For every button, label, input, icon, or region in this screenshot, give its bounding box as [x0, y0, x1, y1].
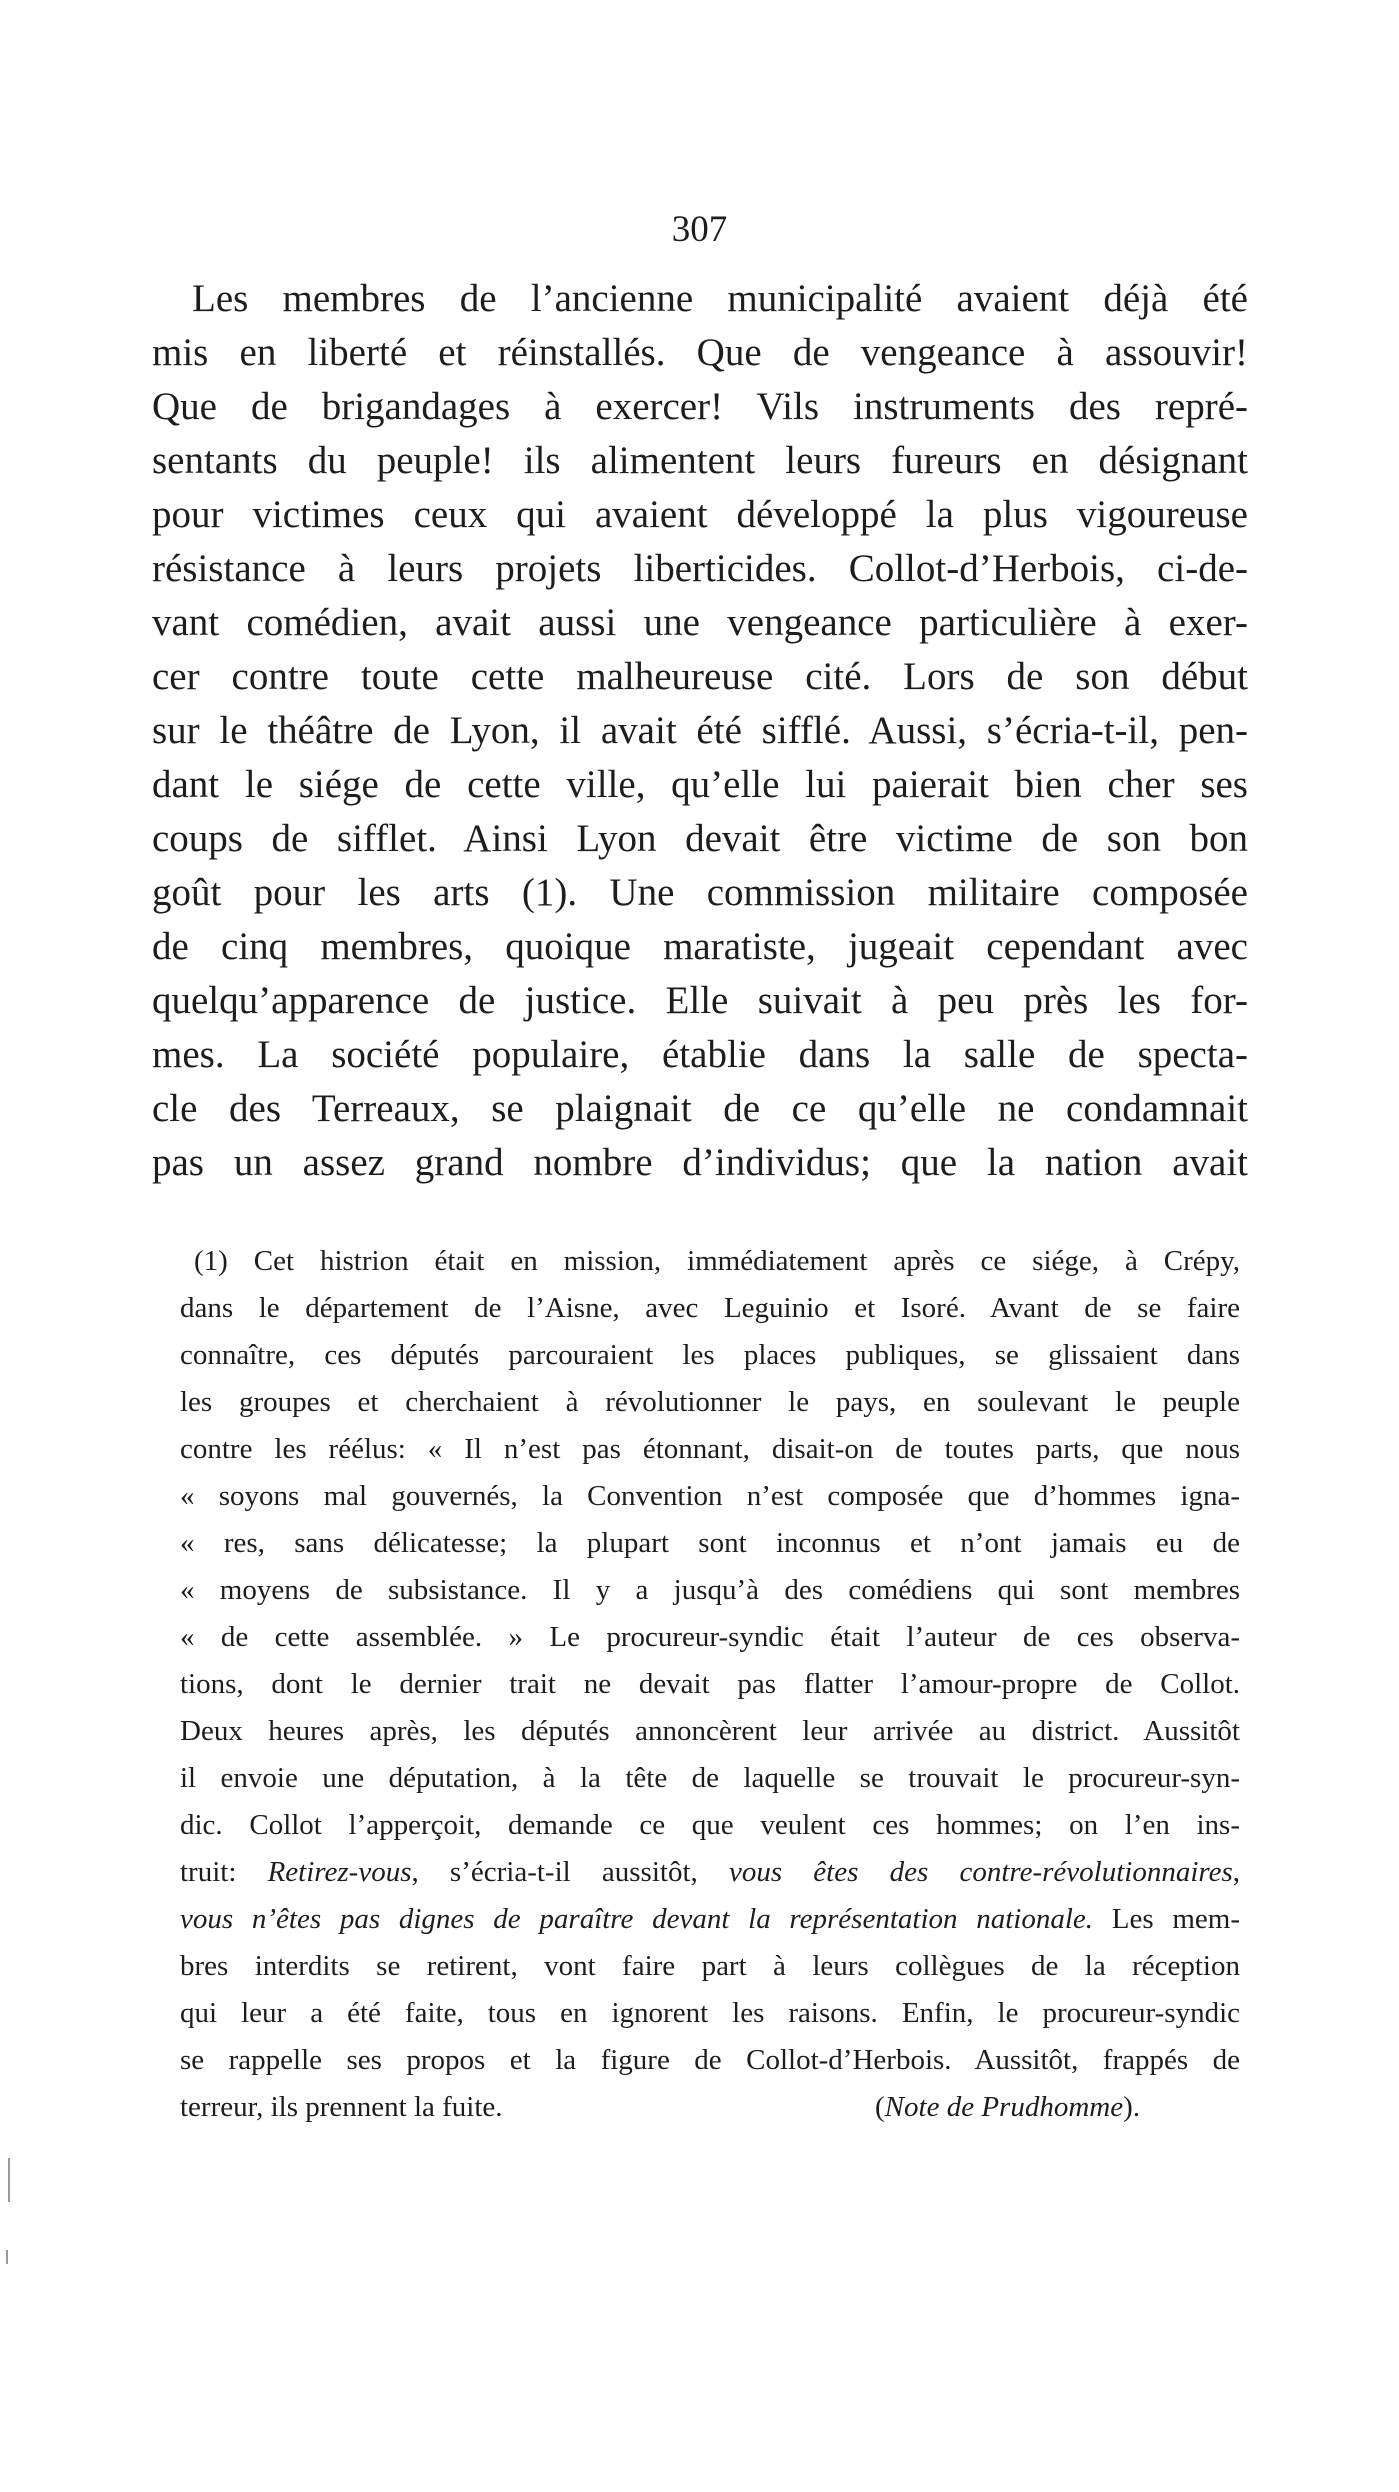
footnote-line: contre les réélus: « Il n’est pas étonnant, disait-on de toutes parts, que nous — [180, 1433, 1240, 1465]
main-text-line: Les membres de l’ancienne municipalité avaient déjà été — [192, 277, 1248, 320]
footnote-text: , s’écria-t-il aussitôt, — [411, 1856, 729, 1888]
attribution-open: ( — [875, 2091, 885, 2123]
footnote-line — [180, 1896, 1240, 1943]
footnote-italic: vous êtes des contre-révolutionnaires — [728, 1856, 1233, 1888]
note-attribution — [875, 2084, 1140, 2131]
footnote-line: les groupes et cherchaient à révolutionner le pays, en soulevant le peuple — [180, 1386, 1240, 1418]
main-text-line: coups de sifflet. Ainsi Lyon devait être victime de son bon — [152, 817, 1248, 860]
main-text-line: mes. La société populaire, établie dans la salle de specta- — [152, 1033, 1248, 1076]
footnote-line: « res, sans délicatesse; la plupart sont inconnus et n’ont jamais eu de — [180, 1527, 1240, 1559]
footnote-line: bres interdits se retirent, vont faire part à leurs collègues de la réception — [180, 1950, 1240, 1982]
main-text-line: Que de brigandages à exercer! Vils instruments des repré- — [152, 385, 1248, 428]
footnote-line: qui leur a été faite, tous en ignorent les raisons. Enfin, le procureur-syndic — [180, 1997, 1240, 2029]
main-text-line: quelqu’apparence de justice. Elle suivait à peu près les for- — [152, 979, 1248, 1022]
footnote-text: Les mem- — [1093, 1903, 1240, 1935]
footnote-italic: vous n’êtes pas dignes de paraître devant la représentation nationale. — [180, 1903, 1094, 1935]
attribution-italic: Note de Prudhomme — [884, 2091, 1124, 2123]
main-text-line: vant comédien, avait aussi une vengeance particulière à exer- — [152, 601, 1248, 644]
margin-mark — [6, 2250, 8, 2264]
footnote-last-line — [180, 2084, 1240, 2131]
footnote-line: « moyens de subsistance. Il y a jusqu’à des comédiens qui sont membres — [180, 1574, 1240, 1606]
footnote-line: tions, dont le dernier trait ne devait pas flatter l’amour-propre de Collot. — [180, 1668, 1240, 1700]
footnote-text: , — [1232, 1856, 1240, 1888]
page-number: 307 — [671, 209, 728, 250]
main-text-line: sentants du peuple! ils alimentent leurs fureurs en désignant — [152, 439, 1248, 482]
footnote — [180, 1238, 1240, 2131]
attribution-close: ). — [1123, 2091, 1140, 2123]
footnote-line: Deux heures après, les députés annoncèrent leur arrivée au district. Aussitôt — [180, 1715, 1240, 1747]
main-text-line: mis en liberté et réinstallés. Que de vengeance à assouvir! — [152, 331, 1248, 374]
footnote-line: « soyons mal gouvernés, la Convention n’est composée que d’hommes igna- — [180, 1480, 1240, 1512]
main-text-line: de cinq membres, quoique maratiste, jugeait cependant avec — [152, 925, 1248, 968]
margin-mark — [8, 2158, 10, 2202]
footnote-italic: Retirez-vous — [267, 1856, 412, 1888]
main-text-line: pas un assez grand nombre d’individus; que la nation avait — [152, 1141, 1248, 1184]
main-text-line: cer contre toute cette malheureuse cité. Lors de son début — [152, 655, 1248, 698]
footnote-text: truit: — [180, 1856, 268, 1888]
footnote-text: terreur, ils prennent la fuite. — [180, 2091, 503, 2123]
footnote-line: dans le département de l’Aisne, avec Leguinio et Isoré. Avant de se faire — [180, 1292, 1240, 1324]
footnote-line: connaître, ces députés parcouraient les places publiques, se glissaient dans — [180, 1339, 1240, 1371]
footnote-line: « de cette assemblée. » Le procureur-syndic était l’auteur de ces observa- — [180, 1621, 1240, 1653]
main-text-line: dant le siége de cette ville, qu’elle lui paierait bien cher ses — [152, 763, 1248, 806]
main-text-line: sur le théâtre de Lyon, il avait été sifflé. Aussi, s’écria-t-il, pen- — [152, 709, 1248, 752]
footnote-line: se rappelle ses propos et la figure de Collot-d’Herbois. Aussitôt, frappés de — [180, 2044, 1240, 2076]
footnote-line: dic. Collot l’apperçoit, demande ce que veulent ces hommes; on l’en ins- — [180, 1809, 1240, 1841]
main-text — [152, 272, 1248, 1190]
main-text-line: résistance à leurs projets liberticides. Collot-d’Herbois, ci-de- — [152, 547, 1248, 590]
footnote-line: (1) Cet histrion était en mission, immédiatement après ce siége, à Crépy, — [194, 1245, 1240, 1277]
main-text-line: pour victimes ceux qui avaient développé la plus vigoureuse — [152, 493, 1248, 536]
footnote-line — [180, 1849, 1240, 1896]
main-text-line: goût pour les arts (1). Une commission militaire composée — [152, 871, 1248, 914]
main-text-line: cle des Terreaux, se plaignait de ce qu’elle ne condamnait — [152, 1087, 1248, 1130]
footnote-line: il envoie une députation, à la tête de laquelle se trouvait le procureur-syn- — [180, 1762, 1240, 1794]
